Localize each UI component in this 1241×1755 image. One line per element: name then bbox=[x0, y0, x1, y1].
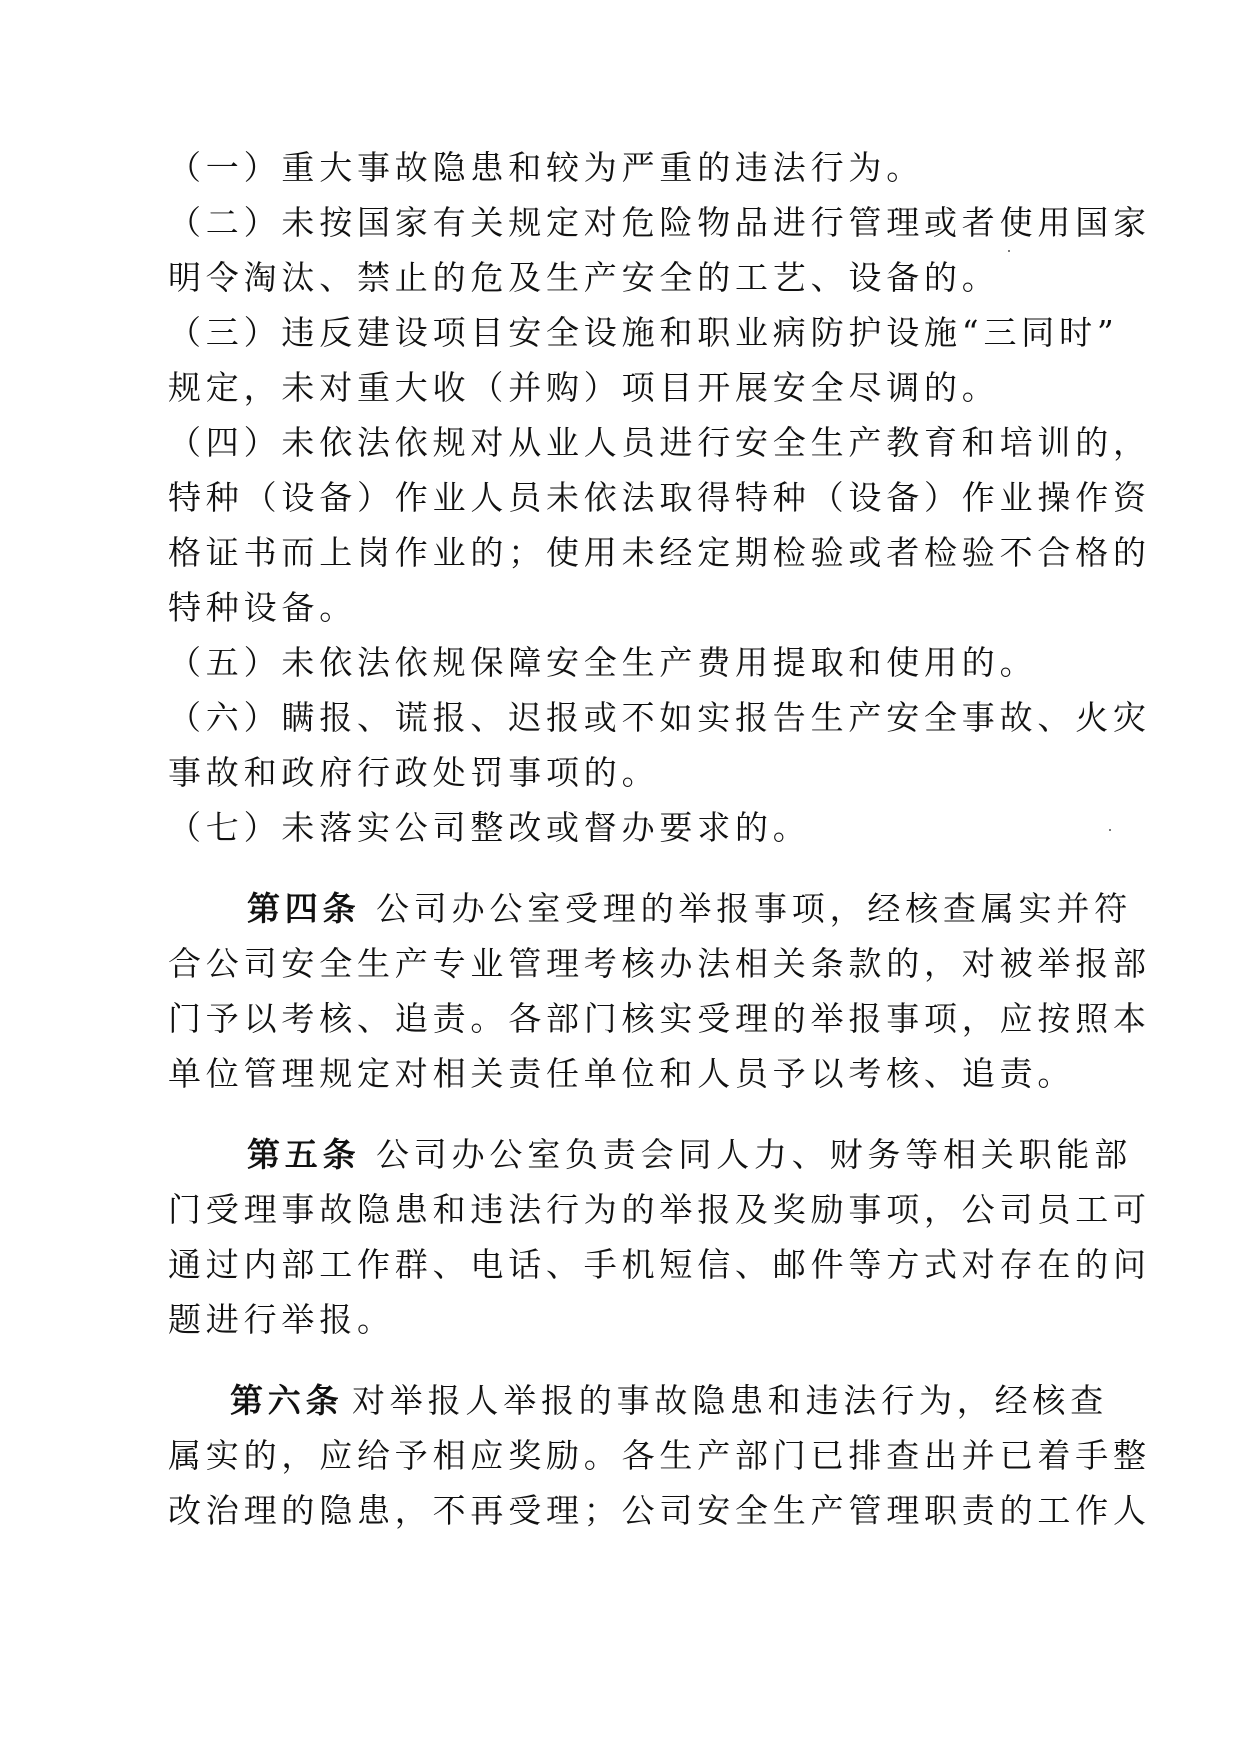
text-line bbox=[0, 641, 1241, 701]
text-line bbox=[0, 311, 1241, 371]
text-line bbox=[0, 696, 1241, 756]
text-line-content: 格证书而上岗作业的；使用未经定期检验或者检验不合格的 bbox=[168, 533, 1151, 572]
text-line-content: 公司办公室负责会同人力、财务等相关职能部 bbox=[376, 1135, 1132, 1174]
article-line bbox=[0, 887, 1241, 947]
text-line bbox=[0, 1243, 1241, 1303]
text-line bbox=[0, 421, 1241, 481]
text-line-content: （五）未依法依规保障安全生产费用提取和使用的。 bbox=[168, 643, 1038, 682]
text-line bbox=[0, 476, 1241, 536]
text-line-content: 通过内部工作群、电话、手机短信、邮件等方式对存在的问 bbox=[168, 1245, 1151, 1284]
text-line-content: （四）未依法依规对从业人员进行安全生产教育和培训的， bbox=[168, 423, 1151, 462]
text-line bbox=[0, 1188, 1241, 1248]
text-line bbox=[0, 366, 1241, 426]
text-line-content: （二）未按国家有关规定对危险物品进行管理或者使用国家 bbox=[168, 203, 1151, 242]
text-line-content: 合公司安全生产专业管理考核办法相关条款的，对被举报部 bbox=[168, 944, 1151, 983]
text-line-content: 特种设备。 bbox=[168, 588, 357, 627]
text-line bbox=[0, 586, 1241, 646]
text-line bbox=[0, 256, 1241, 316]
article-heading: 第五条 bbox=[247, 1135, 361, 1174]
text-line bbox=[0, 1052, 1241, 1112]
text-line-content: 改治理的隐患，不再受理；公司安全生产管理职责的工作人 bbox=[168, 1491, 1151, 1530]
text-line-content: （一）重大事故隐患和较为严重的违法行为。 bbox=[168, 148, 924, 187]
text-line-content: 题进行举报。 bbox=[168, 1300, 395, 1339]
text-line-content: 对举报人举报的事故隐患和违法行为，经核查 bbox=[352, 1381, 1108, 1420]
text-line-content: 门受理事故隐患和违法行为的举报及奖励事项，公司员工可 bbox=[168, 1190, 1151, 1229]
text-line-content: 公司办公室受理的举报事项，经核查属实并符 bbox=[376, 889, 1132, 928]
text-line-content: 明令淘汰、禁止的危及生产安全的工艺、设备的。 bbox=[168, 258, 1000, 297]
text-line bbox=[0, 201, 1241, 261]
text-line bbox=[0, 1298, 1241, 1358]
text-line bbox=[0, 942, 1241, 1002]
text-line-content: （三）违反建设项目安全设施和职业病防护设施“三同时” bbox=[168, 313, 1119, 352]
article-heading: 第六条 bbox=[230, 1381, 344, 1420]
text-line-content: （六）瞒报、谎报、迟报或不如实报告生产安全事故、火灾 bbox=[168, 698, 1151, 737]
text-line-content: 属实的，应给予相应奖励。各生产部门已排查出并已着手整 bbox=[168, 1436, 1151, 1475]
article-line bbox=[0, 1133, 1241, 1193]
text-line bbox=[0, 997, 1241, 1057]
article-line bbox=[0, 1379, 1241, 1439]
text-line-content: 门予以考核、追责。各部门核实受理的举报事项，应按照本 bbox=[168, 999, 1151, 1038]
text-line bbox=[0, 531, 1241, 591]
text-line bbox=[0, 1489, 1241, 1549]
text-line-content: 单位管理规定对相关责任单位和人员予以考核、追责。 bbox=[168, 1054, 1076, 1093]
text-line-content: 特种（设备）作业人员未依法取得特种（设备）作业操作资 bbox=[168, 478, 1151, 517]
text-line-content: 事故和政府行政处罚事项的。 bbox=[168, 753, 660, 792]
text-line bbox=[0, 146, 1241, 206]
text-line-content: 规定，未对重大收（并购）项目开展安全尽调的。 bbox=[168, 368, 1000, 407]
text-line bbox=[0, 751, 1241, 811]
text-line-content: （七）未落实公司整改或督办要求的。 bbox=[168, 808, 811, 847]
text-line bbox=[0, 806, 1241, 866]
article-heading: 第四条 bbox=[247, 889, 361, 928]
text-line bbox=[0, 1434, 1241, 1494]
